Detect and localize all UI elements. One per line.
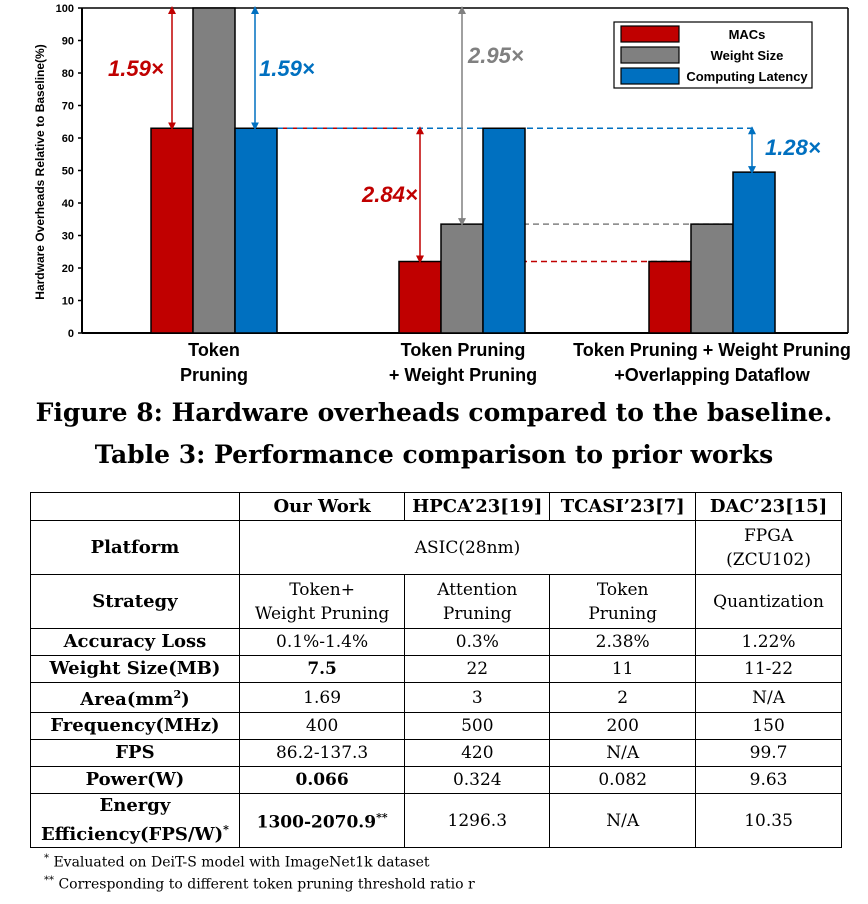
table-cell: 420 xyxy=(405,740,550,767)
table-cell: ASIC(28nm) xyxy=(239,521,695,575)
table-cell: 500 xyxy=(405,713,550,740)
row-label xyxy=(31,794,240,848)
table-cell xyxy=(239,575,404,629)
y-tick-label: 40 xyxy=(61,198,74,210)
row-label: Accuracy Loss xyxy=(31,629,240,656)
annotation-label: 2.84× xyxy=(362,182,418,207)
table-row-strategy xyxy=(31,575,842,629)
table-cell: 7.5 xyxy=(239,656,404,683)
legend xyxy=(614,22,812,88)
legend-label: Weight Size xyxy=(710,48,784,63)
cell-line: Token+ xyxy=(289,579,355,600)
header-cell: TCASI’23[7] xyxy=(550,493,696,521)
table-row xyxy=(31,629,842,656)
row-label: Power(W) xyxy=(31,767,240,794)
y-tick-label: 60 xyxy=(61,133,74,145)
annotation-label: 1.28× xyxy=(765,135,821,160)
annotation-label: 2.95× xyxy=(468,43,524,68)
table-cell: 2 xyxy=(550,683,696,713)
bar-computing-latency xyxy=(733,172,775,333)
y-tick-label: 50 xyxy=(61,165,74,178)
cell-line: Weight Pruning xyxy=(254,603,390,624)
table-cell: N/A xyxy=(550,740,696,767)
table-cell: 200 xyxy=(550,713,696,740)
y-ticks xyxy=(56,3,82,340)
y-tick-label: 10 xyxy=(61,295,74,308)
annotation-label: 1.59× xyxy=(259,56,315,81)
bar-macs xyxy=(399,262,441,334)
table-cell: 0.324 xyxy=(405,767,550,794)
legend-label: MACs xyxy=(728,27,766,42)
table-cell: 99.7 xyxy=(696,740,842,767)
header-empty xyxy=(31,493,240,521)
footnote xyxy=(44,875,475,893)
y-tick-label: 0 xyxy=(67,328,74,340)
row-label: Platform xyxy=(31,521,240,575)
row-label: Strategy xyxy=(31,575,240,629)
y-tick-label: 30 xyxy=(61,230,74,243)
y-tick-label: 90 xyxy=(61,35,74,48)
y-tick-label: 70 xyxy=(61,100,74,113)
row-label xyxy=(31,683,240,713)
row-label-text: Area(mm xyxy=(80,689,174,710)
header-cell: Our Work xyxy=(239,493,404,521)
table-cell: 9.63 xyxy=(696,767,842,794)
bar-macs xyxy=(649,262,691,334)
cell-line: Attention xyxy=(437,579,518,600)
table-row-platform xyxy=(31,521,842,575)
table-cell: 400 xyxy=(239,713,404,740)
table-cell: 0.066 xyxy=(239,767,404,794)
table-cell xyxy=(550,575,696,629)
cell-value: 1300-2070.9 xyxy=(256,812,377,833)
table-row xyxy=(31,713,842,740)
table-cell: 11 xyxy=(550,656,696,683)
table-cell: 0.082 xyxy=(550,767,696,794)
table-cell: 1.22% xyxy=(696,629,842,656)
table-cell: 22 xyxy=(405,656,550,683)
table-row-efficiency xyxy=(31,794,842,848)
footnote xyxy=(44,853,430,871)
table-caption: Table 3: Performance comparison to prior works xyxy=(94,440,774,469)
row-label-sup: * xyxy=(223,823,229,836)
bar-chart xyxy=(0,0,868,395)
table-cell: 0.3% xyxy=(405,629,550,656)
row-label: FPS xyxy=(31,740,240,767)
footnote-mark: ** xyxy=(44,875,54,886)
bar-computing-latency xyxy=(483,128,525,333)
legend-swatch xyxy=(621,68,679,84)
table-cell: 150 xyxy=(696,713,842,740)
cell-line: FPGA xyxy=(744,525,794,546)
footnote-text: Corresponding to different token pruning threshold ratio r xyxy=(58,876,475,893)
bar-weight-size xyxy=(193,8,235,333)
cell-sup: ** xyxy=(376,811,388,825)
row-label-sup: 2 xyxy=(173,688,182,701)
legend-swatch xyxy=(621,26,679,42)
x-category-label: Token Pruning + Weight Pruning xyxy=(573,340,851,360)
table-cell: N/A xyxy=(696,683,842,713)
table-row xyxy=(31,683,842,713)
y-axis-label: Hardware Overheads Relative to Baseline(%) xyxy=(33,44,47,300)
table-cell: Quantization xyxy=(696,575,842,629)
footnote-text: Evaluated on DeiT-S model with ImageNet1k dataset xyxy=(53,854,430,871)
table-row xyxy=(31,656,842,683)
table-cell: 10.35 xyxy=(696,794,842,848)
row-label: Frequency(MHz) xyxy=(31,713,240,740)
table-cell: 0.1%-1.4% xyxy=(239,629,404,656)
table-cell: 2.38% xyxy=(550,629,696,656)
table-cell: 3 xyxy=(405,683,550,713)
annotation-label: 1.59× xyxy=(108,56,164,81)
table-header-row xyxy=(31,493,842,521)
row-label-line: Efficiency(FPS/W) xyxy=(40,824,224,845)
table-row xyxy=(31,767,842,794)
x-category-label: Pruning xyxy=(180,365,248,385)
table-cell xyxy=(405,575,550,629)
bar-macs xyxy=(151,128,193,333)
table-row xyxy=(31,740,842,767)
cell-line: (ZCU102) xyxy=(726,549,811,570)
table-cell: 11-22 xyxy=(696,656,842,683)
y-tick-label: 20 xyxy=(61,263,74,275)
y-tick-label: 100 xyxy=(55,3,74,15)
bar-weight-size xyxy=(441,224,483,333)
table-cell: 1.69 xyxy=(239,683,404,713)
table-cell: N/A xyxy=(550,794,696,848)
legend-swatch xyxy=(621,47,679,63)
comparison-table xyxy=(30,492,842,848)
x-category-label: + Weight Pruning xyxy=(388,365,538,385)
header-cell: DAC’23[15] xyxy=(696,493,842,521)
cell-line: Token xyxy=(596,579,649,600)
cell-line: Pruning xyxy=(588,603,658,624)
x-category-label: +Overlapping Dataflow xyxy=(614,365,810,385)
figure-caption: Figure 8: Hardware overheads compared to the baseline. xyxy=(35,398,833,427)
x-category-label: Token Pruning xyxy=(400,340,526,360)
table-cell xyxy=(239,794,404,848)
x-category-labels xyxy=(180,340,851,385)
table-cell xyxy=(696,521,842,575)
cell-line: Pruning xyxy=(442,603,512,624)
row-label-text: ) xyxy=(181,689,190,710)
y-tick-label: 80 xyxy=(61,68,74,80)
bar-weight-size xyxy=(691,224,733,333)
header-cell: HPCA’23[19] xyxy=(405,493,550,521)
bar-computing-latency xyxy=(235,128,277,333)
row-label-line: Energy xyxy=(99,795,171,816)
legend-label: Computing Latency xyxy=(686,69,808,84)
row-label: Weight Size(MB) xyxy=(31,656,240,683)
footnote-mark: * xyxy=(44,853,49,864)
x-category-label: Token xyxy=(188,340,240,360)
table-cell: 1296.3 xyxy=(405,794,550,848)
table-cell: 86.2-137.3 xyxy=(239,740,404,767)
